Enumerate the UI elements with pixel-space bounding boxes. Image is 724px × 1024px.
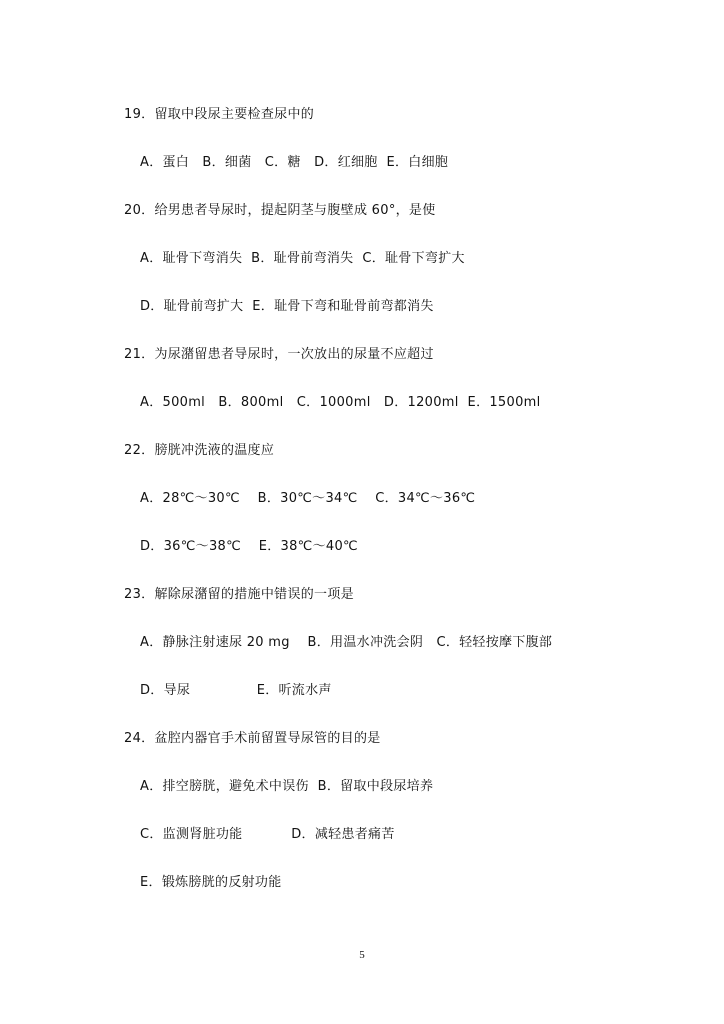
question-23: 23．解除尿潴留的措施中错误的一项是 [124,587,354,602]
question-23-options-line-1: A．静脉注射速尿 20 mg B．用温水冲洗会阴 C．轻轻按摩下腹部 [140,635,553,650]
page-number: 5 [359,949,365,961]
question-24-options-line-2: C．监测肾脏功能 D．减轻患者痛苦 [140,827,395,842]
question-23-options-line-2: D．导尿 E．听流水声 [140,683,332,698]
question-24-options-line-1: A．排空膀胱，避免术中误伤 B．留取中段尿培养 [140,779,434,794]
question-24: 24．盆腔内器官手术前留置导尿管的目的是 [124,731,381,746]
question-24-options-line-3: E．锻炼膀胱的反射功能 [140,875,282,890]
question-20-options-line-2: D．耻骨前弯扩大 E．耻骨下弯和耻骨前弯都消失 [140,299,434,314]
question-22: 22．膀胱冲洗液的温度应 [124,443,275,458]
question-20-options-line-1: A．耻骨下弯消失 B．耻骨前弯消失 C．耻骨下弯扩大 [140,251,465,266]
question-21: 21．为尿潴留患者导尿时，一次放出的尿量不应超过 [124,347,434,362]
question-19-options: A．蛋白 B．细菌 C．糖 D．红细胞 E．白细胞 [140,155,449,170]
question-19: 19．留取中段尿主要检查尿中的 [124,107,315,122]
question-22-options-line-2: D．36℃～38℃ E．38℃～40℃ [140,539,358,554]
question-20: 20．给男患者导尿时，提起阴茎与腹壁成 60°，是使 [124,203,436,218]
question-21-options: A．500ml B．800ml C．1000ml D．1200ml E．1500ml [140,395,541,410]
question-22-options-line-1: A．28℃～30℃ B．30℃～34℃ C．34℃～36℃ [140,491,476,506]
